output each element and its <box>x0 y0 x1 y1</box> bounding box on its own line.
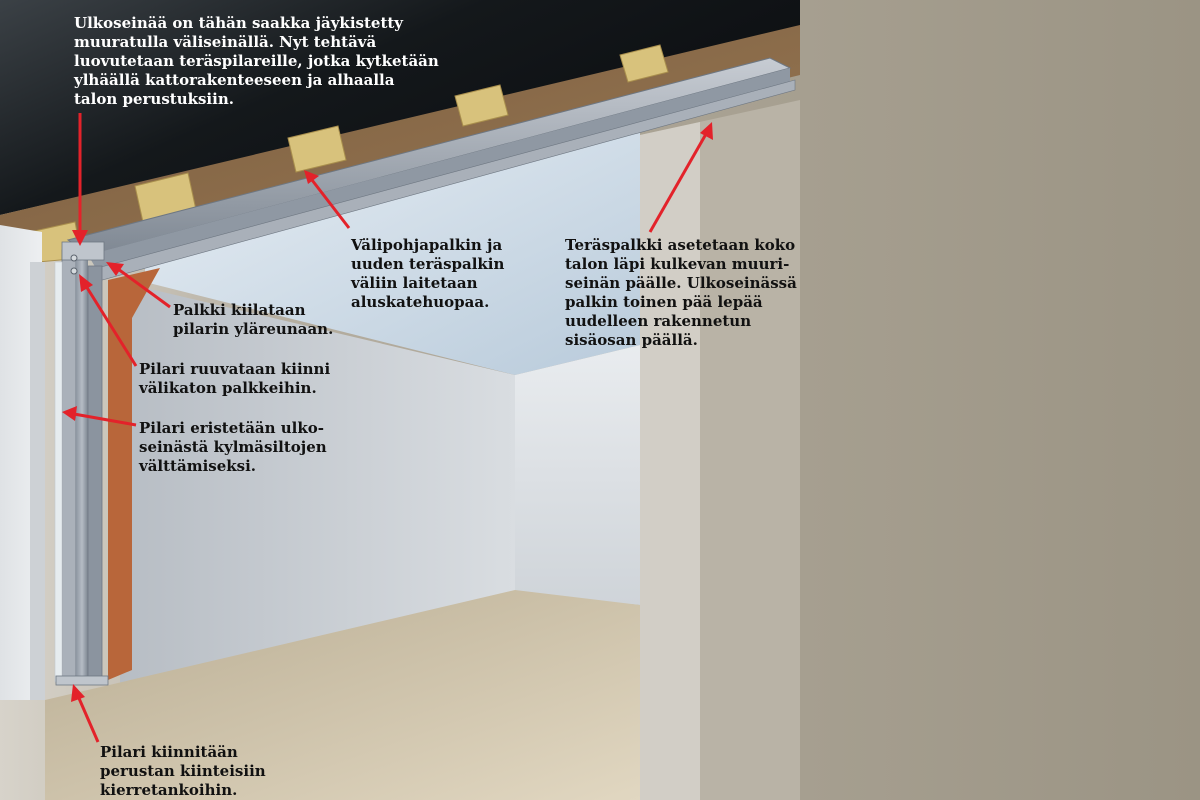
foreground-wall-face <box>640 122 700 800</box>
callout-column-anchor: Pilari kiinnitään perustan kiinteisiin kierretankoihin. <box>100 743 266 799</box>
bolt <box>71 268 77 274</box>
callout-column-insulation: Pilari eristetään ulko- seinästä kylmäsiltojen välttämiseksi. <box>139 419 327 475</box>
bolt <box>71 255 77 261</box>
column-flange-back <box>88 266 102 680</box>
column-web <box>76 260 88 680</box>
callout-joist-felt: Välipohjapalkin ja uuden teräspalkin väliin laitetaan aluskatehuopaa. <box>351 236 505 311</box>
exterior-wall-ledge <box>30 262 45 700</box>
callout-stiffening-wall: Ulkoseinää on tähän saakka jäykistetty muuratulla väliseinällä. Nyt tehtävä luovutetaan teräspilareille, jotka kytketään ylhäällä kattorakenteeseen ja alhaalla talon perustuksiin. <box>74 14 439 108</box>
column-insulation <box>55 262 62 682</box>
column-flange-front <box>62 250 76 682</box>
callout-column-screw: Pilari ruuvataan kiinni välikaton palkkeihin. <box>139 360 331 397</box>
column-top-plate <box>62 242 104 260</box>
callout-steel-beam: Teräspalkki asetetaan koko talon läpi kulkevan muuri- seinän päälle. Ulkoseinässä palkin toinen pää lepää uudelleen rakennetun sisäosan päällä. <box>565 236 797 349</box>
room-back-wall <box>515 345 640 605</box>
callout-beam-wedge: Palkki kiilataan pilarin yläreunaan. <box>173 301 334 338</box>
column-base-plate <box>56 676 108 685</box>
